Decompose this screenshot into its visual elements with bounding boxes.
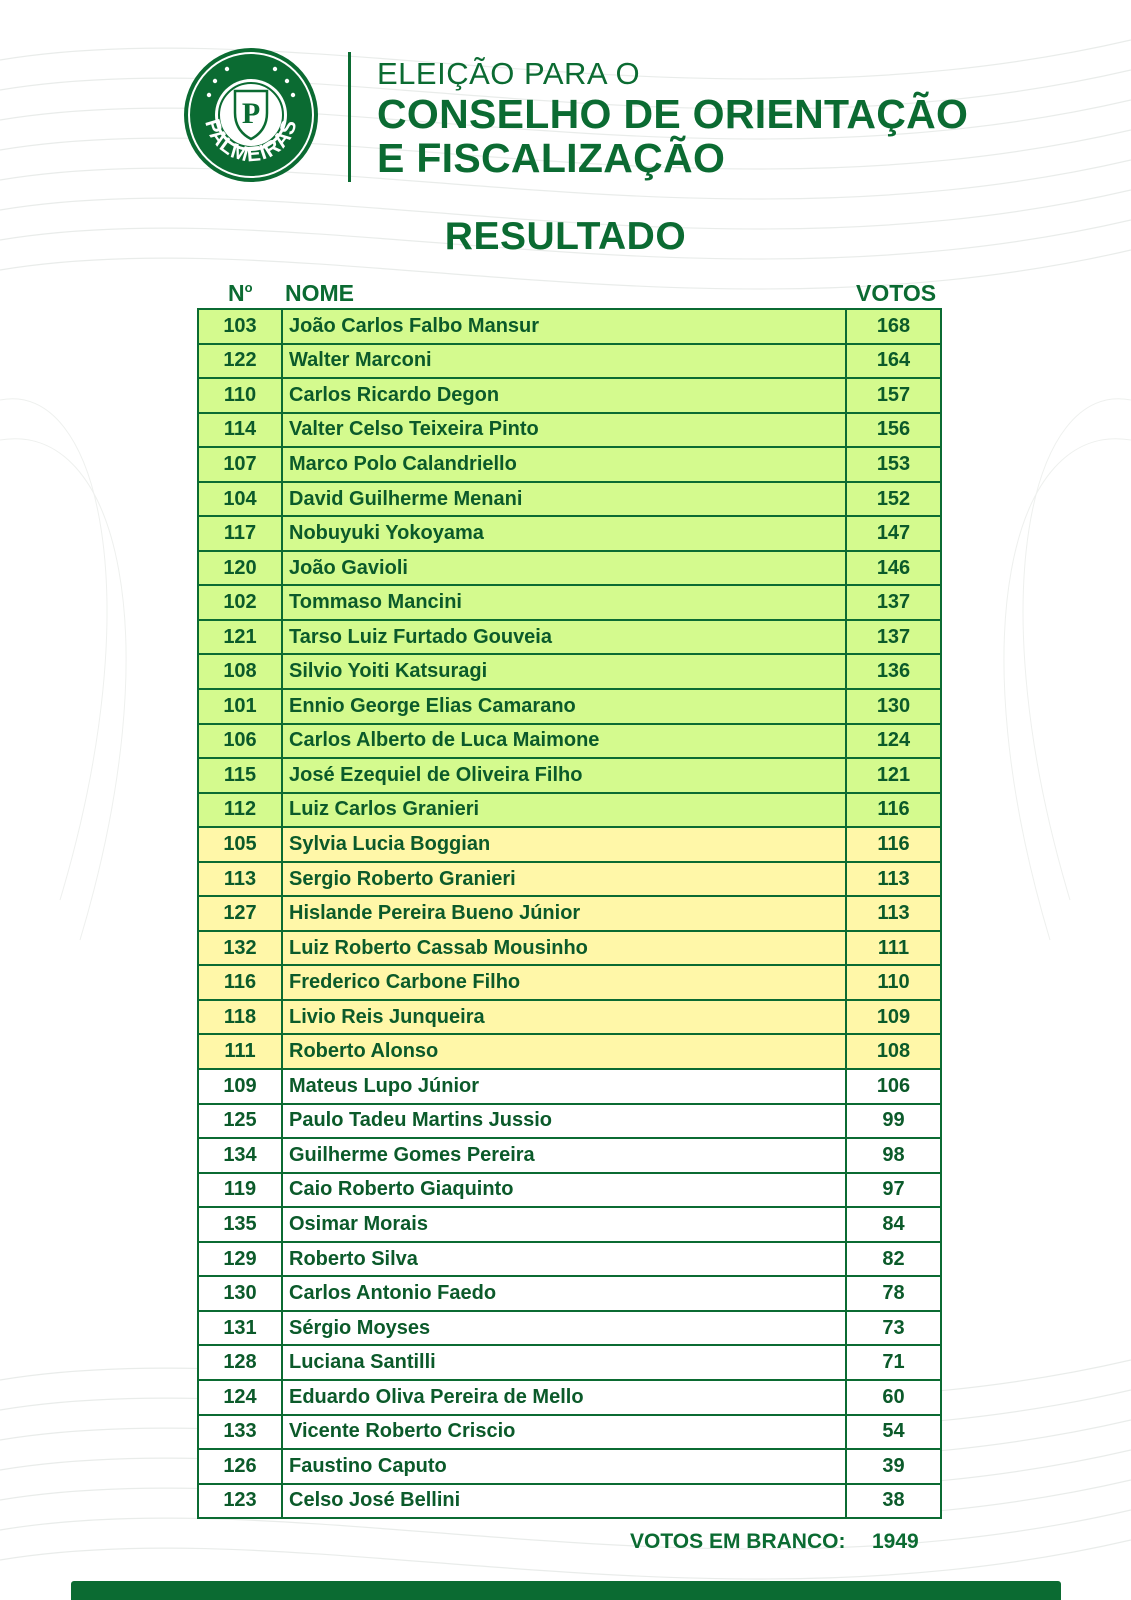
candidate-votes: 60 — [882, 1385, 905, 1408]
candidate-votes: 124 — [876, 729, 911, 752]
candidate-votes: 108 — [876, 1040, 911, 1063]
candidate-name: Luciana Santilli — [283, 1346, 847, 1379]
candidate-number: 134 — [199, 1139, 283, 1172]
candidate-votes: 99 — [882, 1109, 905, 1132]
candidate-votes: 136 — [876, 660, 911, 683]
candidate-number: 115 — [199, 759, 283, 792]
candidate-votes: 82 — [882, 1247, 905, 1270]
candidate-votes: 168 — [876, 314, 911, 337]
candidate-votes: 84 — [882, 1212, 905, 1235]
table-row — [197, 414, 942, 449]
table-row — [197, 794, 942, 829]
candidate-votes: 130 — [876, 694, 911, 717]
candidate-name: João Gavioli — [283, 552, 847, 585]
candidate-votes: 78 — [882, 1282, 905, 1305]
candidate-number: 120 — [199, 552, 283, 585]
candidate-number: 109 — [199, 1070, 283, 1103]
table-row — [197, 1174, 942, 1209]
column-header-name: NOME — [285, 280, 354, 306]
candidate-number: 112 — [199, 794, 283, 827]
candidate-votes: 153 — [876, 452, 911, 475]
table-row — [197, 690, 942, 725]
candidate-name: Roberto Alonso — [283, 1035, 847, 1068]
column-header-number: $N^o$ — [228, 280, 253, 306]
candidate-number: 130 — [199, 1277, 283, 1310]
candidate-number: 117 — [199, 517, 283, 550]
candidate-votes: 116 — [877, 832, 910, 855]
table-row — [197, 932, 942, 967]
candidate-number: 119 — [199, 1174, 283, 1207]
table-row — [197, 345, 942, 380]
candidate-name: Celso José Bellini — [283, 1485, 847, 1518]
candidate-number: 106 — [199, 725, 283, 758]
candidate-number: 113 — [199, 863, 283, 896]
table-row — [197, 1381, 942, 1416]
candidate-votes: 164 — [876, 349, 911, 372]
candidate-number: 123 — [199, 1485, 283, 1518]
candidate-name: Osimar Morais — [283, 1208, 847, 1241]
blank-votes-value: 1949 — [872, 1530, 919, 1553]
candidate-votes: 121 — [876, 763, 911, 786]
candidate-votes: 97 — [882, 1178, 905, 1201]
table-row — [197, 310, 942, 345]
table-row — [197, 966, 942, 1001]
candidate-number: 108 — [199, 655, 283, 688]
candidate-name: Luiz Carlos Granieri — [283, 794, 847, 827]
table-row — [197, 1346, 942, 1381]
candidate-votes: 39 — [882, 1454, 905, 1477]
candidate-name: Tarso Luiz Furtado Gouveia — [283, 621, 847, 654]
candidate-name: João Carlos Falbo Mansur — [283, 310, 847, 343]
candidate-number: 102 — [199, 586, 283, 619]
candidate-name: Sergio Roberto Granieri — [283, 863, 847, 896]
candidate-name: Mateus Lupo Júnior — [283, 1070, 847, 1103]
palmeiras-logo — [183, 47, 319, 183]
table-row — [197, 1243, 942, 1278]
candidate-name: David Guilherme Menani — [283, 483, 847, 516]
candidate-number: 128 — [199, 1346, 283, 1379]
table-row — [197, 586, 942, 621]
table-row — [197, 379, 942, 414]
candidate-name: Sylvia Lucia Boggian — [283, 828, 847, 861]
candidate-name: Hislande Pereira Bueno Júnior — [283, 897, 847, 930]
candidate-votes: 38 — [882, 1489, 905, 1512]
table-row — [197, 1450, 942, 1485]
candidate-number: 129 — [199, 1243, 283, 1276]
candidate-name: Vicente Roberto Criscio — [283, 1416, 847, 1449]
candidate-name: José Ezequiel de Oliveira Filho — [283, 759, 847, 792]
candidate-votes: 137 — [876, 591, 911, 614]
candidate-name: Tommaso Mancini — [283, 586, 847, 619]
candidate-name: Sérgio Moyses — [283, 1312, 847, 1345]
table-row — [197, 655, 942, 690]
candidate-votes: 146 — [876, 556, 911, 579]
table-row — [197, 1105, 942, 1140]
candidate-number: 110 — [199, 379, 283, 412]
candidate-number: 118 — [199, 1001, 283, 1034]
table-row — [197, 725, 942, 760]
candidate-name: Walter Marconi — [283, 345, 847, 378]
table-row — [197, 552, 942, 587]
blank-votes-label: VOTOS EM BRANCO: — [630, 1530, 846, 1553]
candidate-name: Paulo Tadeu Martins Jussio — [283, 1105, 847, 1138]
table-row — [197, 828, 942, 863]
candidate-number: 126 — [199, 1450, 283, 1483]
table-row — [197, 1416, 942, 1451]
candidate-name: Caio Roberto Giaquinto — [283, 1174, 847, 1207]
candidate-votes: 71 — [882, 1351, 905, 1374]
candidate-number: 103 — [199, 310, 283, 343]
candidate-number: 121 — [199, 621, 283, 654]
candidate-name: Silvio Yoiti Katsuragi — [283, 655, 847, 688]
candidate-name: Marco Polo Calandriello — [283, 448, 847, 481]
candidate-number: 104 — [199, 483, 283, 516]
footer-bar — [71, 1581, 1061, 1600]
candidate-votes: 116 — [877, 798, 910, 821]
candidate-name: Carlos Antonio Faedo — [283, 1277, 847, 1310]
candidate-number: 127 — [199, 897, 283, 930]
candidate-votes: 110 — [877, 971, 910, 994]
candidate-number: 111 — [199, 1035, 283, 1068]
candidate-number: 114 — [199, 414, 283, 447]
candidate-votes: 147 — [876, 522, 911, 545]
candidate-number: 101 — [199, 690, 283, 723]
candidate-number: 124 — [199, 1381, 283, 1414]
candidate-votes: 98 — [882, 1143, 905, 1166]
candidate-number: 132 — [199, 932, 283, 965]
candidate-number: 125 — [199, 1105, 283, 1138]
table-row — [197, 483, 942, 518]
header-divider — [348, 52, 351, 182]
candidate-name: Nobuyuki Yokoyama — [283, 517, 847, 550]
candidate-number: 116 — [199, 966, 283, 999]
table-row — [197, 621, 942, 656]
table-row — [197, 1001, 942, 1036]
table-row — [197, 897, 942, 932]
column-header-votes: VOTOS — [856, 280, 937, 306]
table-row — [197, 1070, 942, 1105]
candidate-name: Ennio George Elias Camarano — [283, 690, 847, 723]
candidate-name: Roberto Silva — [283, 1243, 847, 1276]
candidate-votes: 152 — [876, 487, 911, 510]
candidate-name: Eduardo Oliva Pereira de Mello — [283, 1381, 847, 1414]
svg-text:P: P — [241, 97, 261, 130]
candidate-number: 122 — [199, 345, 283, 378]
candidate-name: Luiz Roberto Cassab Mousinho — [283, 932, 847, 965]
title-line-3: E FISCALIZAÇÃO — [377, 135, 726, 181]
candidate-number: 107 — [199, 448, 283, 481]
candidate-number: 131 — [199, 1312, 283, 1345]
candidate-votes: 54 — [882, 1420, 905, 1443]
candidate-votes: 109 — [876, 1005, 911, 1028]
candidate-name: Carlos Ricardo Degon — [283, 379, 847, 412]
candidate-votes: 137 — [876, 625, 911, 648]
candidate-name: Frederico Carbone Filho — [283, 966, 847, 999]
page-title: RESULTADO — [444, 215, 687, 258]
table-row — [197, 1312, 942, 1347]
candidate-votes: 111 — [877, 936, 910, 959]
candidate-number: 133 — [199, 1416, 283, 1449]
candidate-votes: 106 — [876, 1074, 911, 1097]
candidate-name: Carlos Alberto de Luca Maimone — [283, 725, 847, 758]
candidate-name: Guilherme Gomes Pereira — [283, 1139, 847, 1172]
candidate-name: Livio Reis Junqueira — [283, 1001, 847, 1034]
table-row — [197, 448, 942, 483]
candidate-number: 105 — [199, 828, 283, 861]
title-block — [377, 56, 1077, 180]
table-row — [197, 1277, 942, 1312]
candidate-name: Faustino Caputo — [283, 1450, 847, 1483]
table-row — [197, 1035, 942, 1070]
table-row — [197, 1139, 942, 1174]
candidate-votes: 156 — [876, 418, 911, 441]
candidate-votes: 113 — [877, 902, 910, 925]
table-row — [197, 863, 942, 898]
table-row — [197, 517, 942, 552]
candidate-votes: 157 — [876, 383, 911, 406]
candidate-number: 135 — [199, 1208, 283, 1241]
title-line-1: ELEIÇÃO PARA O — [377, 56, 641, 91]
table-row — [197, 1485, 942, 1520]
title-line-2: CONSELHO DE ORIENTAÇÃO — [377, 91, 969, 137]
table-row — [197, 759, 942, 794]
candidate-votes: 73 — [882, 1316, 905, 1339]
logo-text: PALMEIRAS — [200, 116, 302, 167]
candidate-votes: 113 — [877, 867, 910, 890]
candidate-name: Valter Celso Teixeira Pinto — [283, 414, 847, 447]
results-table — [197, 308, 942, 1519]
table-row — [197, 1208, 942, 1243]
